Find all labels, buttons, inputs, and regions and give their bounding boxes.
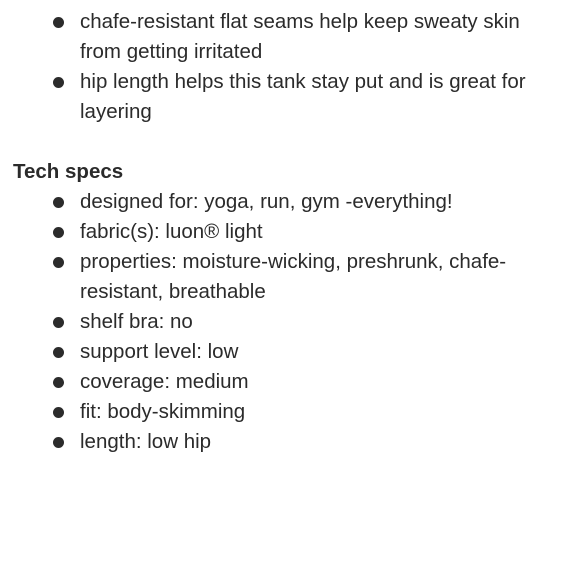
list-item-text: designed for: yoga, run, gym -everything! [80, 190, 453, 213]
bullet-icon [53, 227, 64, 238]
list-item-text: fabric(s): luon® light [80, 220, 263, 243]
bullet-icon [53, 407, 64, 418]
list-item-text: properties: moisture-wicking, preshrunk, chafe-resistant, breathable [80, 250, 507, 303]
list-item [0, 367, 580, 397]
bullet-icon [53, 77, 64, 88]
list-item [0, 7, 580, 67]
list-item-text: support level: low [80, 340, 239, 363]
section-title: Tech specs [13, 160, 124, 183]
list-item [0, 187, 580, 217]
bullet-icon [53, 17, 64, 28]
list-item-text: fit: body-skimming [80, 400, 246, 423]
list-item [0, 307, 580, 337]
list-item [0, 67, 580, 127]
list-item [0, 217, 580, 247]
tech-specs-list [0, 187, 580, 457]
features-list [0, 7, 580, 127]
list-item-text: length: low hip [80, 430, 212, 453]
list-item [0, 337, 580, 367]
list-item-text: hip length helps this tank stay put and is great for layering [80, 70, 526, 123]
list-item [0, 247, 580, 307]
bullet-icon [53, 197, 64, 208]
bullet-icon [53, 377, 64, 388]
list-item [0, 397, 580, 427]
bullet-icon [53, 347, 64, 358]
bullet-icon [53, 257, 64, 268]
list-item [0, 427, 580, 457]
bullet-icon [53, 317, 64, 328]
list-item-text: shelf bra: no [80, 310, 193, 333]
bullet-icon [53, 437, 64, 448]
list-item-text: chafe-resistant flat seams help keep sweaty skin from getting irritated [80, 10, 520, 63]
list-item-text: coverage: medium [80, 370, 249, 393]
